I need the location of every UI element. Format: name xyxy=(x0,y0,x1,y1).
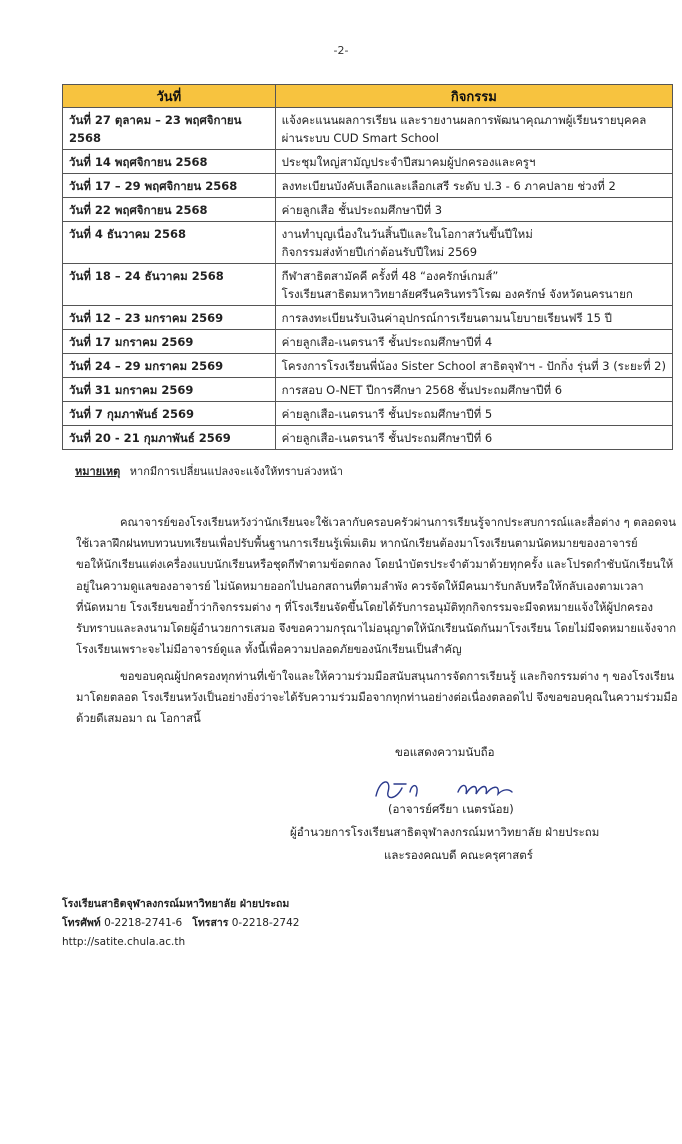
schedule-table xyxy=(62,84,673,450)
row-activity xyxy=(275,222,672,264)
activity-line: โรงเรียนสาธิตมหาวิทยาลัยศรีนครินทรวิโรฒ องครักษ์ จังหวัดนครนายก xyxy=(281,287,633,301)
row-activity xyxy=(275,174,672,198)
header-activity: กิจกรรม xyxy=(275,85,672,108)
remark-label: หมายเหตุ xyxy=(75,465,121,478)
table-row xyxy=(63,378,673,402)
table-row xyxy=(63,108,673,150)
activity-line: กิจกรรมส่งท้ายปีเก่าต้อนรับปีใหม่ 2569 xyxy=(281,245,478,259)
activity-line: ประชุมใหญ่สามัญประจำปีสมาคมผู้ปกครองและครูฯ xyxy=(281,155,536,169)
table-row xyxy=(63,150,673,174)
paragraph-line: ใช้เวลาฝึกฝนทบทวนบทเรียนเพื่อปรับพื้นฐานการเรียนรู้เพิ่มเติม หากนักเรียนต้องมาโรงเรียนตามนัดหมายของอาจารย์ xyxy=(76,537,638,551)
paragraph-1 xyxy=(76,512,677,660)
row-activity xyxy=(275,402,672,426)
fax-number: 0-2218-2742 xyxy=(231,917,300,929)
activity-line: ค่ายลูกเสือ-เนตรนารี ชั้นประถมศึกษาปีที่ 4 xyxy=(281,335,493,349)
activity-line: ค่ายลูกเสือ-เนตรนารี ชั้นประถมศึกษาปีที่ 5 xyxy=(281,407,493,421)
signer-title-secondary: และรองคณบดี คณะครุศาสตร์ xyxy=(384,848,533,862)
phone-number: 0-2218-2741-6 xyxy=(104,917,183,929)
activity-line: การลงทะเบียนรับเงินค่าอุปกรณ์การเรียนตามนโยบายเรียนฟรี 15 ปี xyxy=(281,311,612,325)
activity-line: โครงการโรงเรียนพี่น้อง Sister School สาธิตจุฬาฯ - ปักกิ่ง รุ่นที่ 3 (ระยะที่ 2) xyxy=(281,359,666,373)
footer-url[interactable]: http://satite.chula.ac.th xyxy=(62,936,186,948)
paragraph-line: ขอขอบคุณผู้ปกครองทุกท่านที่เข้าใจและให้ความร่วมมือสนับสนุนการจัดการเรียนรู้ และกิจกรรมต่าง ๆ ของโรงเรียน xyxy=(120,670,675,683)
row-date: วันที่ 12 – 23 มกราคม 2569 xyxy=(63,306,276,330)
row-activity xyxy=(275,198,672,222)
row-activity xyxy=(275,150,672,174)
phone-label: โทรศัพท์ xyxy=(62,917,101,929)
remark-text: หากมีการเปลี่ยนแปลงจะแจ้งให้ทราบล่วงหน้า xyxy=(129,465,343,478)
activity-line: ลงทะเบียนบังคับเลือกและเลือกเสรี ระดับ ป.3 - 6 ภาคปลาย ช่วงที่ 2 xyxy=(281,179,616,193)
row-activity xyxy=(275,108,672,150)
paragraph-line: อยู่ในความดูแลของอาจารย์ ไม่นัดหมายออกไปนอกสถานที่ตามลำพัง ควรจัดให้มีคนมารับกลับหรือให้กลับเองตามเวลา xyxy=(76,579,644,593)
paragraph-line: รับทราบและลงนามโดยผู้อำนวยการเสมอ จึงขอความกรุณาไม่อนุญาตให้นักเรียนนัดกันมาโรงเรียน โดยไม่มีจดหมายแจ้งจาก xyxy=(76,622,677,636)
closing-salutation: ขอแสดงความนับถือ xyxy=(395,745,495,759)
remark xyxy=(75,462,343,480)
paragraph-2 xyxy=(76,666,678,730)
schedule-body xyxy=(63,108,673,450)
table-row xyxy=(63,264,673,306)
footer-contact xyxy=(62,914,299,933)
row-date: วันที่ 20 - 21 กุมภาพันธ์ 2569 xyxy=(63,426,276,450)
signer-name: (อาจารย์ศรียา เนตรน้อย) xyxy=(388,802,514,816)
row-date: วันที่ 18 – 24 ธันวาคม 2568 xyxy=(63,264,276,306)
paragraph-line: ด้วยดีเสมอมา ณ โอกาสนี้ xyxy=(76,712,201,726)
row-activity xyxy=(275,354,672,378)
activity-line: ค่ายลูกเสือ-เนตรนารี ชั้นประถมศึกษาปีที่ 6 xyxy=(281,431,493,445)
row-activity xyxy=(275,330,672,354)
signer-title: ผู้อำนวยการโรงเรียนสาธิตจุฬาลงกรณ์มหาวิทยาลัย ฝ่ายประถม xyxy=(290,825,600,839)
activity-line: ค่ายลูกเสือ ชั้นประถมศึกษาปีที่ 3 xyxy=(281,203,443,217)
row-date: วันที่ 22 พฤศจิกายน 2568 xyxy=(63,198,276,222)
table-row xyxy=(63,354,673,378)
table-row xyxy=(63,198,673,222)
row-date: วันที่ 27 ตุลาคม – 23 พฤศจิกายน 2568 xyxy=(63,108,276,150)
table-row xyxy=(63,402,673,426)
activity-line: ผ่านระบบ CUD Smart School xyxy=(281,131,439,145)
table-row xyxy=(63,174,673,198)
paragraph-line: คณาจารย์ของโรงเรียนหวังว่านักเรียนจะใช้เวลากับครอบครัวผ่านการเรียนรู้จากประสบการณ์และสื่อต่าง ๆ ตลอดจน xyxy=(120,516,677,529)
row-date: วันที่ 17 มกราคม 2569 xyxy=(63,330,276,354)
activity-line: กีฬาสาธิตสามัคคี ครั้งที่ 48 “องครักษ์เกมส์” xyxy=(281,269,499,283)
footer-school: โรงเรียนสาธิตจุฬาลงกรณ์มหาวิทยาลัย ฝ่ายประถม xyxy=(62,898,290,910)
row-date: วันที่ 31 มกราคม 2569 xyxy=(63,378,276,402)
paragraph-line: มาโดยตลอด โรงเรียนหวังเป็นอย่างยิ่งว่าจะได้รับความร่วมมือจากทุกท่านอย่างต่อเนื่องตลอดไป จึงขอขอบคุณในความร่วมมือ xyxy=(76,691,678,705)
row-date: วันที่ 7 กุมภาพันธ์ 2569 xyxy=(63,402,276,426)
row-date: วันที่ 14 พฤศจิกายน 2568 xyxy=(63,150,276,174)
row-activity xyxy=(275,264,672,306)
activity-line: แจ้งคะแนนผลการเรียน และรายงานผลการพัฒนาคุณภาพผู้เรียนรายบุคคล xyxy=(281,113,647,127)
page-number: -2- xyxy=(333,44,349,57)
row-date: วันที่ 24 – 29 มกราคม 2569 xyxy=(63,354,276,378)
table-row xyxy=(63,306,673,330)
row-date: วันที่ 17 – 29 พฤศจิกายน 2568 xyxy=(63,174,276,198)
table-row xyxy=(63,222,673,264)
activity-line: การสอบ O-NET ปีการศึกษา 2568 ชั้นประถมศึกษาปีที่ 6 xyxy=(281,383,563,397)
table-header-row xyxy=(63,85,673,108)
paragraph-line: โรงเรียนเพราะจะไม่มีอาจารย์ดูแล ทั้งนี้เพื่อความปลอดภัยของนักเรียนเป็นสำคัญ xyxy=(76,643,462,657)
header-date: วันที่ xyxy=(63,85,276,108)
fax-label: โทรสาร xyxy=(192,917,229,929)
row-date: วันที่ 4 ธันวาคม 2568 xyxy=(63,222,276,264)
table-row xyxy=(63,426,673,450)
row-activity xyxy=(275,378,672,402)
activity-line: งานทำบุญเนื่องในวันสิ้นปีและในโอกาสวันขึ้นปีใหม่ xyxy=(281,227,533,241)
table-row xyxy=(63,330,673,354)
footer xyxy=(62,895,299,952)
row-activity xyxy=(275,426,672,450)
paragraph-line: ที่นัดหมาย โรงเรียนขอย้ำว่ากิจกรรมต่าง ๆ ที่โรงเรียนจัดขึ้นโดยได้รับการอนุมัติทุกกิจกรรมจะมีจดหมายแจ้งให้ผู้ปกครอง xyxy=(76,600,653,614)
paragraph-line: ขอให้นักเรียนแต่งเครื่องแบบนักเรียนหรือชุดกีฬาตามข้อตกลง โดยนำบัตรประจำตัวมาด้วยทุกครั้ง และโปรดกำชับนักเรียนให้ xyxy=(76,558,674,572)
row-activity xyxy=(275,306,672,330)
